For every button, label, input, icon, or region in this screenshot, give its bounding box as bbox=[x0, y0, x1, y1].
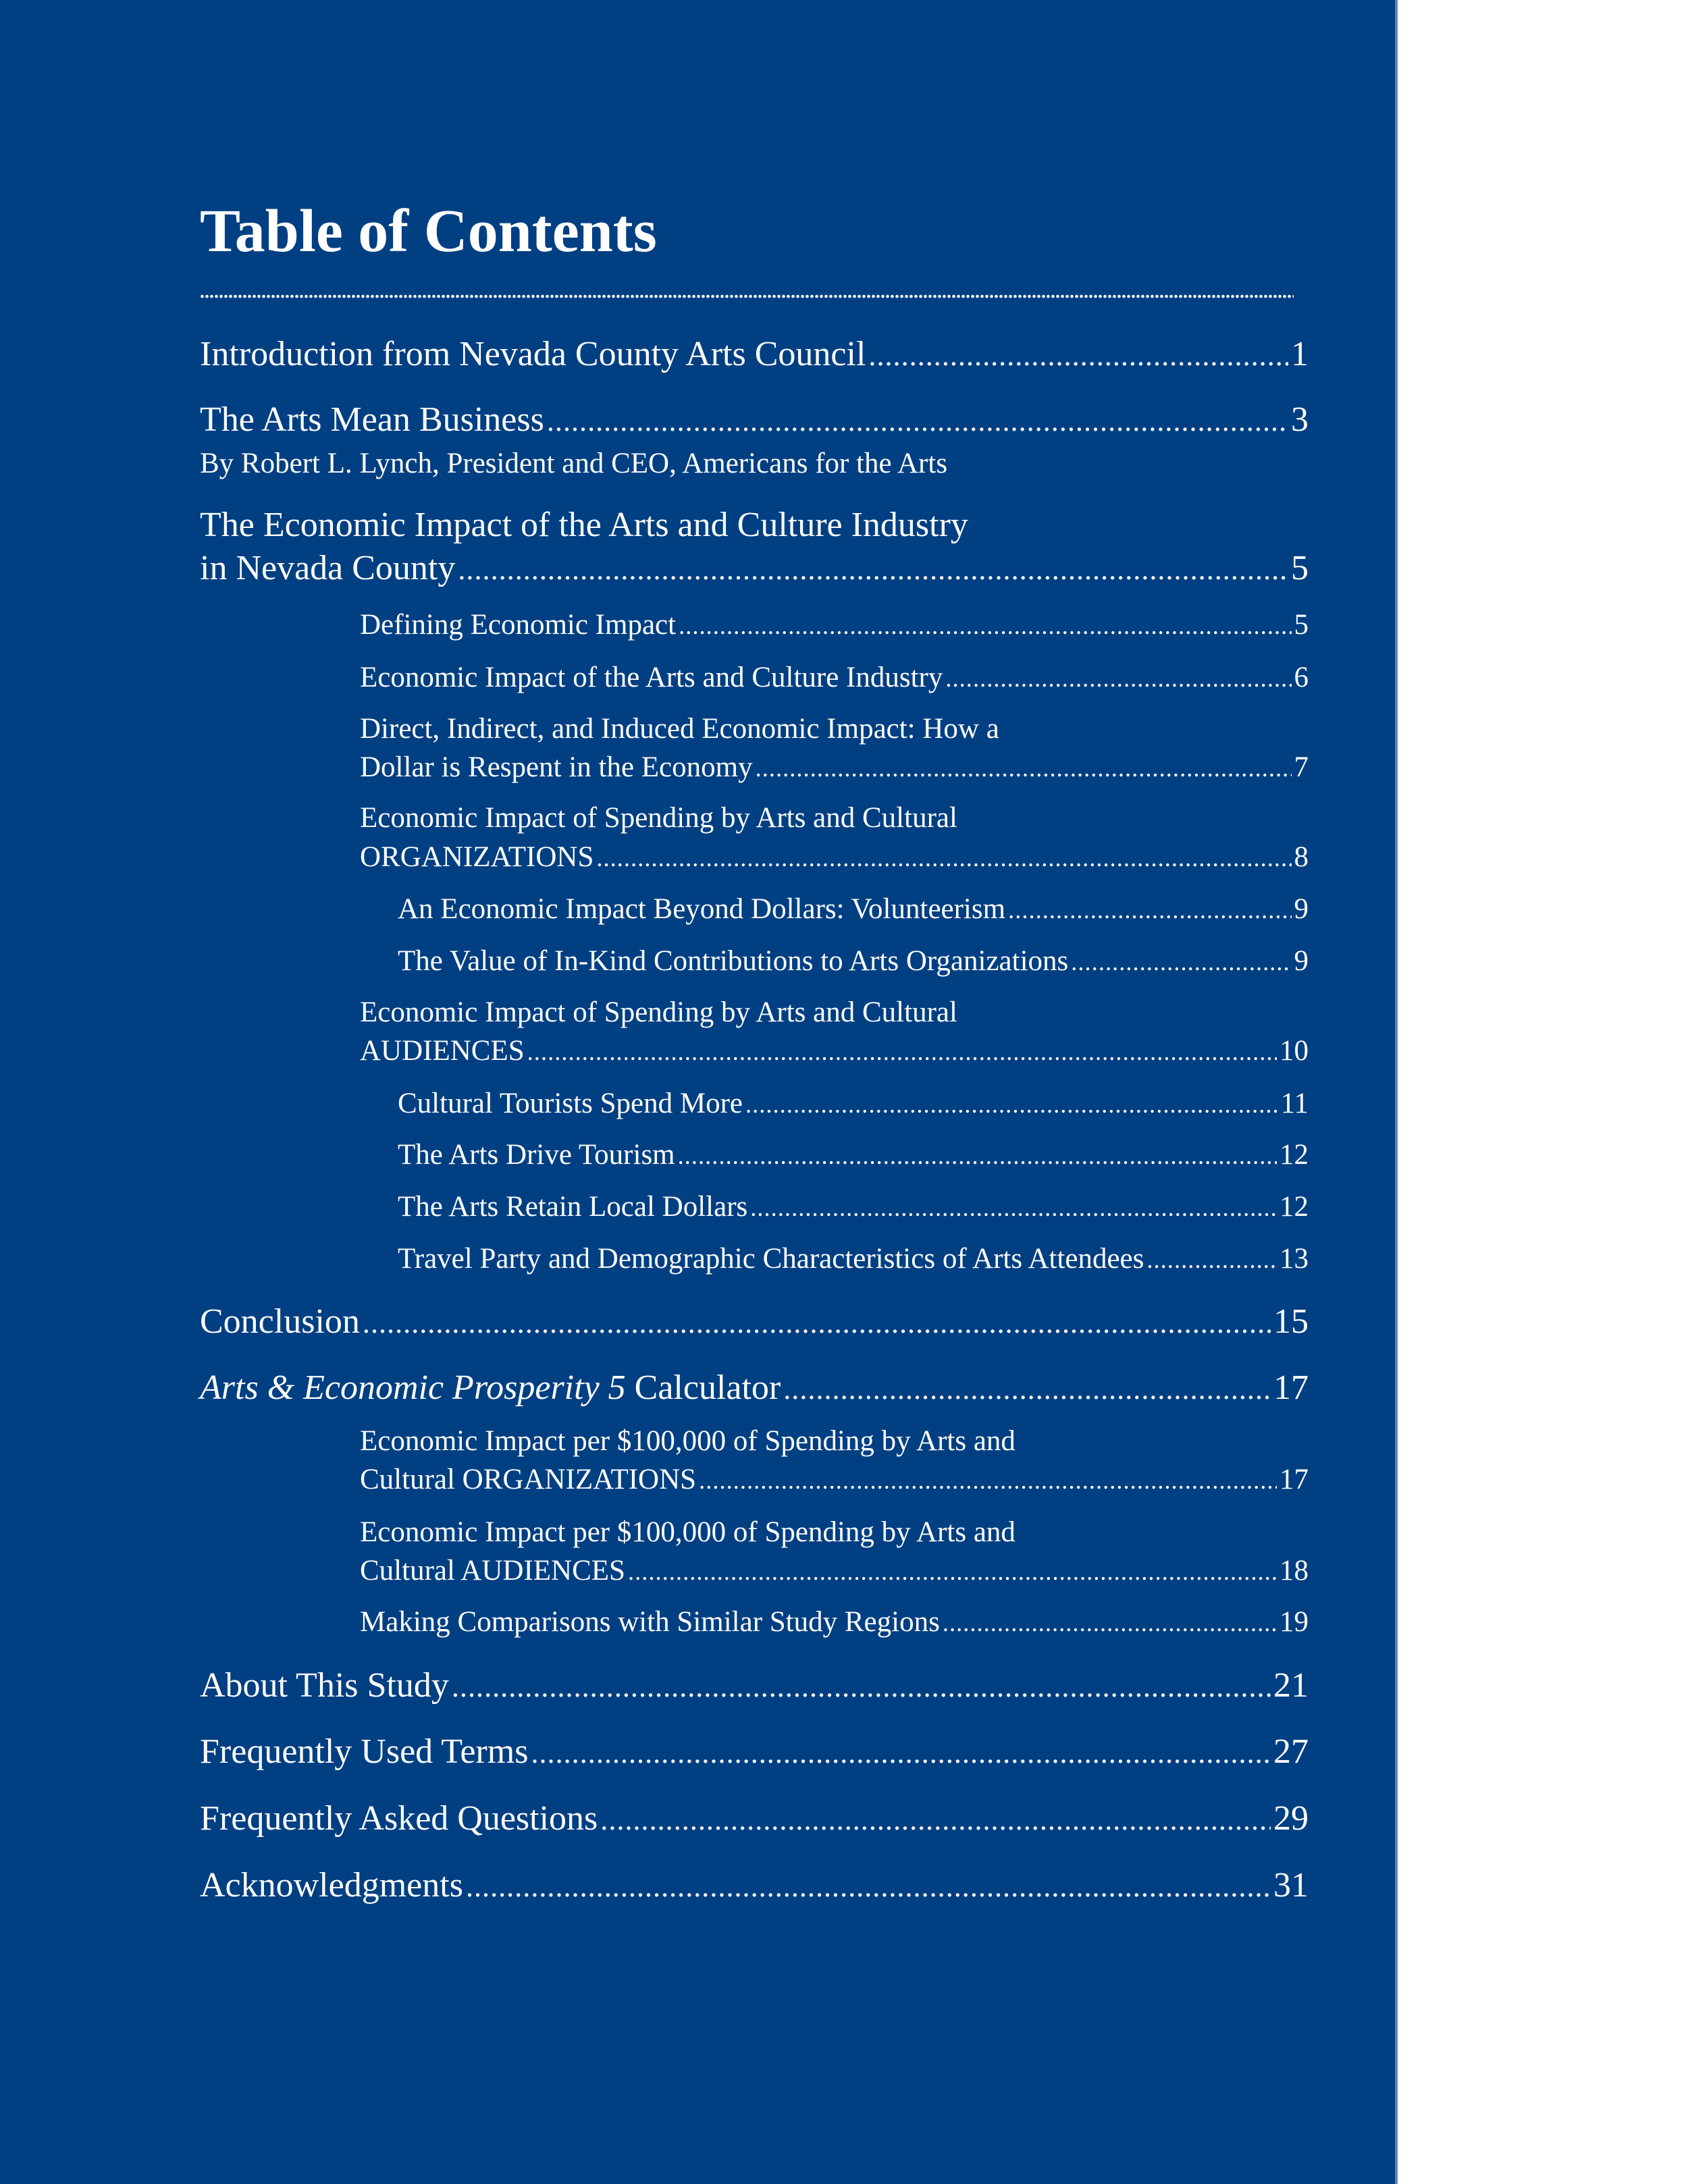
toc-entry-arts-drive-tourism[interactable] bbox=[398, 1138, 1309, 1171]
toc-page-number: 21 bbox=[1273, 1666, 1309, 1705]
toc-page-number: 17 bbox=[1280, 1464, 1309, 1495]
toc-entry-label bbox=[200, 1368, 781, 1408]
toc-entry-label: in Nevada County bbox=[200, 549, 456, 587]
toc-page-number: 5 bbox=[1294, 609, 1309, 641]
toc-entry-label: Defining Economic Impact bbox=[360, 609, 677, 641]
toc-entry-calc-org-line1: Economic Impact per $100,000 of Spending by Arts and bbox=[360, 1425, 1016, 1457]
toc-entry-introduction[interactable] bbox=[200, 334, 1309, 374]
toc-entry-defining-economic-impact[interactable] bbox=[360, 608, 1309, 641]
toc-page-number: 29 bbox=[1273, 1799, 1309, 1838]
toc-entry-label: ORGANIZATIONS bbox=[360, 841, 594, 873]
toc-page-number: 8 bbox=[1294, 841, 1309, 873]
toc-entry-label: Economic Impact of the Arts and Culture Industry bbox=[360, 662, 943, 693]
toc-page-number: 9 bbox=[1294, 893, 1309, 925]
toc-page-number: 10 bbox=[1280, 1035, 1309, 1067]
toc-entry-byline: By Robert L. Lynch, President and CEO, Americans for the Arts bbox=[200, 448, 948, 479]
toc-entry-faq[interactable] bbox=[200, 1799, 1309, 1838]
dot-leader bbox=[868, 338, 1288, 373]
dot-leader bbox=[531, 1736, 1271, 1770]
toc-entry-label: An Economic Impact Beyond Dollars: Volunteerism bbox=[398, 893, 1006, 925]
toc-page-number: 31 bbox=[1273, 1866, 1309, 1905]
dot-leader bbox=[1146, 1245, 1277, 1274]
toc-entry-label: The Arts Mean Business bbox=[200, 400, 544, 439]
dot-leader bbox=[596, 843, 1291, 872]
toc-entry-label: Frequently Used Terms bbox=[200, 1732, 529, 1771]
toc-entry-conclusion[interactable] bbox=[200, 1302, 1309, 1341]
toc-entry-label: Dollar is Respent in the Economy bbox=[360, 751, 753, 783]
toc-page-number: 7 bbox=[1294, 751, 1309, 783]
toc-page-number: 27 bbox=[1273, 1732, 1309, 1771]
toc-entry-audience-spending-line1: Economic Impact of Spending by Arts and Cultural bbox=[360, 996, 957, 1028]
dot-leader bbox=[943, 1608, 1277, 1637]
toc-page-number: 17 bbox=[1273, 1368, 1309, 1407]
dot-leader bbox=[745, 1090, 1278, 1119]
toc-page-number: 12 bbox=[1280, 1191, 1309, 1223]
toc-page-number: 18 bbox=[1280, 1555, 1309, 1587]
toc-entry-cultural-tourists[interactable] bbox=[398, 1087, 1309, 1120]
toc-entry-economic-impact-industry[interactable] bbox=[360, 661, 1309, 694]
toc-entry-label: The Arts Drive Tourism bbox=[398, 1139, 675, 1171]
dot-leader bbox=[699, 1466, 1277, 1495]
toc-entry-direct-indirect[interactable] bbox=[360, 751, 1309, 784]
toc-entry-label: Frequently Asked Questions bbox=[200, 1799, 598, 1838]
toc-page-number: 5 bbox=[1291, 549, 1309, 587]
toc-entry-label: Travel Party and Demographic Characteristics of Arts Attendees bbox=[398, 1243, 1144, 1275]
toc-page-number: 1 bbox=[1291, 335, 1309, 373]
dot-leader bbox=[1071, 947, 1291, 976]
dot-leader bbox=[783, 1372, 1271, 1406]
toc-entry-in-kind[interactable] bbox=[398, 944, 1309, 978]
toc-entry-label: About This Study bbox=[200, 1666, 449, 1705]
toc-page-number: 9 bbox=[1294, 945, 1309, 977]
toc-entry-used-terms[interactable] bbox=[200, 1732, 1309, 1772]
toc-entry-travel-party[interactable] bbox=[398, 1242, 1309, 1275]
panel-edge-rule bbox=[1395, 0, 1398, 2184]
dot-leader bbox=[756, 753, 1292, 782]
dot-leader bbox=[679, 611, 1291, 640]
title-dotted-rule bbox=[200, 294, 1294, 299]
toc-page-number: 13 bbox=[1280, 1243, 1309, 1275]
toc-entry-calculator[interactable] bbox=[200, 1368, 1309, 1408]
toc-entry-label: The Value of In-Kind Contributions to Arts Organizations bbox=[398, 945, 1069, 977]
toc-entry-label-italic: Arts & Economic Prosperity 5 bbox=[200, 1368, 626, 1407]
dot-leader bbox=[452, 1670, 1271, 1704]
toc-entry-org-spending[interactable] bbox=[360, 841, 1309, 874]
toc-entry-label: AUDIENCES bbox=[360, 1035, 525, 1067]
dot-leader bbox=[547, 404, 1288, 438]
toc-entry-label: Introduction from Nevada County Arts Council bbox=[200, 335, 866, 373]
toc-entry-org-spending-line1: Economic Impact of Spending by Arts and Cultural bbox=[360, 802, 957, 834]
toc-entry-label-rest: Calculator bbox=[634, 1368, 781, 1407]
toc-page-number: 11 bbox=[1280, 1088, 1309, 1119]
toc-entry-economic-impact-line1: The Economic Impact of the Arts and Culture Industry bbox=[200, 506, 968, 544]
toc-entry-calc-audience-line1: Economic Impact per $100,000 of Spending by Arts and bbox=[360, 1516, 1016, 1548]
dot-leader bbox=[466, 1869, 1271, 1904]
dot-leader bbox=[628, 1557, 1277, 1586]
dot-leader bbox=[750, 1193, 1277, 1222]
dot-leader bbox=[600, 1803, 1271, 1837]
toc-entry-direct-indirect-line1: Direct, Indirect, and Induced Economic Impact: How a bbox=[360, 713, 999, 745]
dot-leader bbox=[945, 664, 1291, 693]
toc-entry-label: Acknowledgments bbox=[200, 1866, 463, 1905]
toc-entry-about-study[interactable] bbox=[200, 1666, 1309, 1705]
toc-entry-label: Cultural ORGANIZATIONS bbox=[360, 1464, 697, 1495]
toc-entry-arts-mean-business[interactable] bbox=[200, 400, 1309, 440]
toc-entry-calc-audience[interactable] bbox=[360, 1554, 1309, 1587]
toc-entry-volunteerism[interactable] bbox=[398, 893, 1309, 926]
toc-entry-local-dollars[interactable] bbox=[398, 1190, 1309, 1223]
toc-entry-acknowledgments[interactable] bbox=[200, 1865, 1309, 1905]
toc-entry-audience-spending[interactable] bbox=[360, 1034, 1309, 1067]
toc-entry-label: Conclusion bbox=[200, 1302, 360, 1341]
toc-entry-calc-org[interactable] bbox=[360, 1463, 1309, 1496]
dot-leader bbox=[363, 1306, 1271, 1340]
dot-leader bbox=[678, 1141, 1277, 1170]
toc-entry-label: Making Comparisons with Similar Study Regions bbox=[360, 1606, 940, 1638]
toc-entry-economic-impact[interactable] bbox=[200, 548, 1309, 588]
toc-page-number: 12 bbox=[1280, 1139, 1309, 1171]
toc-page-number: 3 bbox=[1291, 400, 1309, 439]
toc-page-number: 6 bbox=[1294, 662, 1309, 693]
toc-page-number: 15 bbox=[1273, 1302, 1309, 1341]
toc-entry-label: Cultural Tourists Spend More bbox=[398, 1088, 743, 1119]
dot-leader bbox=[1008, 895, 1291, 924]
toc-entry-label: Cultural AUDIENCES bbox=[360, 1555, 625, 1587]
toc-entry-comparisons[interactable] bbox=[360, 1605, 1309, 1639]
dot-leader bbox=[458, 552, 1288, 587]
page-title: Table of Contents bbox=[200, 198, 657, 265]
dot-leader bbox=[527, 1037, 1277, 1066]
toc-page-number: 19 bbox=[1280, 1606, 1309, 1638]
toc-entry-label: The Arts Retain Local Dollars bbox=[398, 1191, 748, 1223]
